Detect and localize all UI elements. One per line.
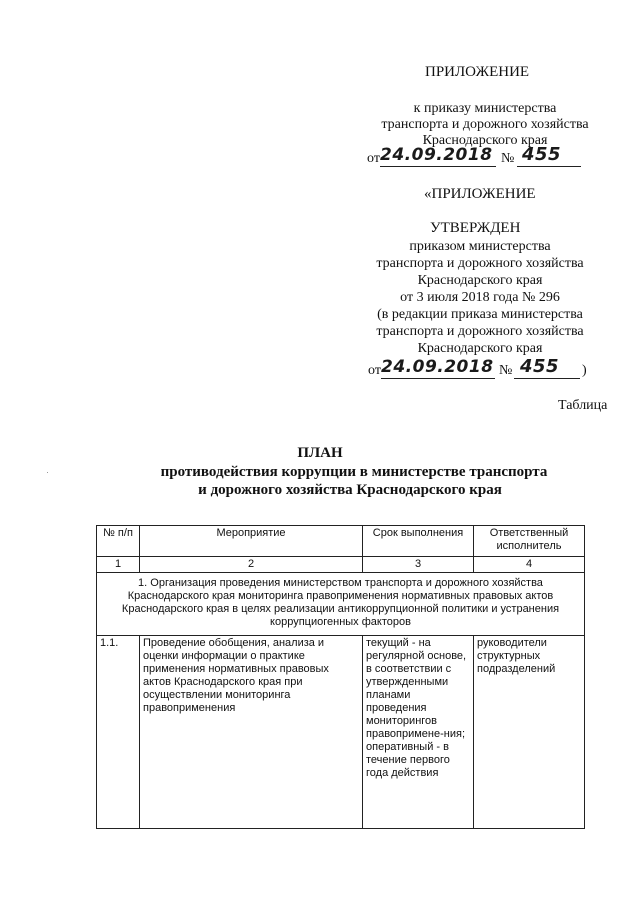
appendix-line-1: к приказу министерства — [413, 101, 557, 116]
header-number: № п/п — [97, 526, 140, 557]
table-colnum-row — [97, 557, 585, 573]
appendix-number-underline — [517, 166, 581, 167]
appendix-date-underline — [380, 166, 496, 167]
approved-from-label: от — [368, 363, 381, 378]
appendix-heading: ПРИЛОЖЕНИЕ — [425, 64, 530, 80]
colnum-3: 3 — [363, 557, 474, 573]
approved-stamp: УТВЕРЖДЕН — [430, 220, 521, 236]
header-activity: Мероприятие — [140, 526, 363, 557]
appendix-line-2: транспорта и дорожного хозяйства — [381, 117, 589, 132]
plan-title-line-2: противодействия коррупции в министерстве транспорта — [160, 464, 548, 480]
row-responsible: руководители структурных подразделений — [474, 636, 585, 829]
section-heading: 1. Организация проведения министерством транспорта и дорожного хозяйства Краснодарского края мониторинга правоприменения нормативных правовых актов Краснодарского края в целях реализации антикоррупционной политики и устранения коррупциогенных факторов — [97, 573, 585, 636]
row-activity: Проведение обобщения, анализа и оценки информации о практике применения нормативных правовых актов Краснодарского края при осуществлении мониторинга правоприменения — [140, 636, 363, 829]
colnum-1: 1 — [97, 557, 140, 573]
plan-title-line-3: и дорожного хозяйства Краснодарского края — [198, 482, 502, 498]
approved-line-4: от 3 июля 2018 года № 296 — [400, 290, 560, 305]
colnum-4: 4 — [474, 557, 585, 573]
approved-date-underline — [381, 378, 495, 379]
approved-line-3: Краснодарского края — [417, 273, 543, 288]
header-deadline: Срок выполнения — [363, 526, 474, 557]
approved-close-paren: ) — [582, 363, 587, 378]
header-responsible: Ответственный исполнитель — [474, 526, 585, 557]
approved-number-label: № — [499, 363, 513, 378]
approved-line-6: транспорта и дорожного хозяйства — [376, 324, 584, 339]
row-deadline: текущий - на регулярной основе, в соответствии с утвержденными планами проведения мониторингов правопримене-ния; оперативный - в течение первого года действия — [363, 636, 474, 829]
appendix-date: 24.09.2018 — [380, 145, 493, 165]
appendix-number-label: № — [501, 151, 515, 166]
plan-title-line-1: ПЛАН — [297, 445, 343, 461]
colnum-2: 2 — [140, 557, 363, 573]
table-row — [97, 636, 585, 829]
appendix-from-label: от — [367, 151, 380, 166]
table-label: Таблица — [558, 398, 608, 413]
approved-line-1: приказом министерства — [409, 239, 551, 254]
approved-line-7: Краснодарского края — [417, 341, 543, 356]
approved-line-5: (в редакции приказа министерства — [377, 307, 583, 322]
approved-heading: «ПРИЛОЖЕНИЕ — [424, 186, 536, 202]
approved-number: 455 — [520, 356, 560, 377]
appendix-number: 455 — [522, 144, 562, 165]
row-number: 1.1. — [97, 636, 140, 829]
approved-line-2: транспорта и дорожного хозяйства — [376, 256, 584, 271]
approved-number-underline — [514, 378, 580, 379]
approved-date: 24.09.2018 — [381, 357, 494, 377]
appendix-line-3: Краснодарского края — [422, 133, 548, 148]
section-row — [97, 573, 585, 636]
plan-table — [96, 525, 585, 829]
table-header-row — [97, 526, 585, 557]
